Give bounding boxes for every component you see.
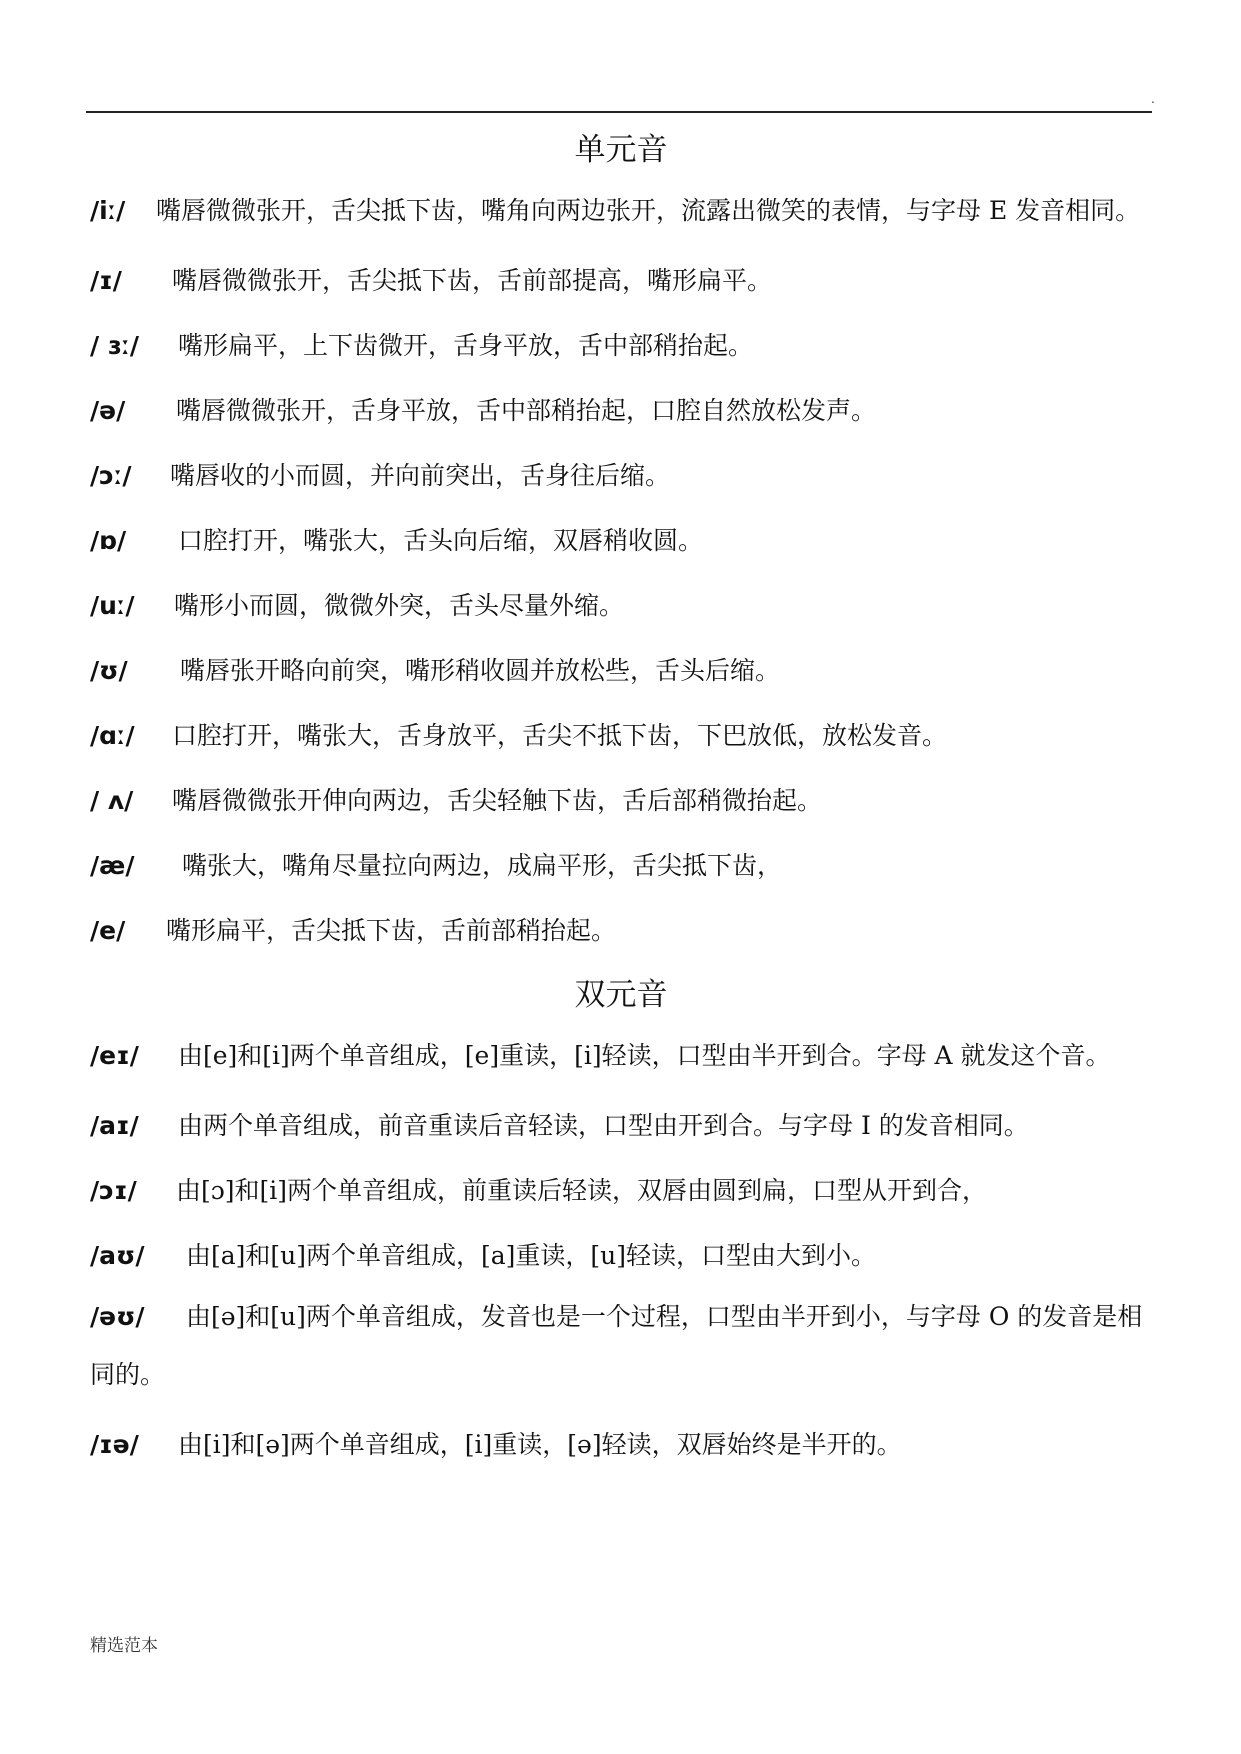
- phoneme-entry: [90, 768, 1152, 833]
- phoneme-entry: [90, 378, 1152, 443]
- document-body: [90, 118, 1152, 1477]
- phoneme-entry: [90, 573, 1152, 638]
- phoneme-description: 嘴唇微微张开伸向两边，舌尖轻触下齿，舌后部稍微抬起。: [172, 786, 823, 815]
- phoneme-entry: [90, 443, 1152, 508]
- phoneme-symbol: /ɒ/: [90, 526, 127, 555]
- phoneme-symbol: /ɔː/: [90, 461, 132, 490]
- phoneme-symbol: /ɪə/: [90, 1430, 139, 1459]
- corner-mark: .: [1151, 92, 1155, 106]
- phoneme-entry: [90, 1027, 1152, 1085]
- phoneme-symbol: /æ/: [90, 851, 135, 880]
- phoneme-entry: [90, 182, 1152, 240]
- footer-note: 精选范本: [90, 1636, 158, 1656]
- phoneme-symbol: /e/: [90, 916, 126, 945]
- phoneme-description: 嘴唇微微张开，舌身平放，舌中部稍抬起，口腔自然放松发声。: [176, 396, 877, 425]
- phoneme-description: 嘴唇微微张开，舌尖抵下齿，舌前部提高，嘴形扁平。: [172, 266, 773, 295]
- phoneme-description: 由[i]和[ə]两个单音组成，[i]重读，[ə]轻读，双唇始终是半开的。: [178, 1430, 902, 1459]
- phoneme-description: 口腔打开，嘴张大，舌头向后缩，双唇稍收圆。: [178, 526, 704, 555]
- phoneme-description: 口腔打开，嘴张大，舌身放平，舌尖不抵下齿，下巴放低，放松发音。: [172, 721, 948, 750]
- phoneme-symbol: /əʊ/: [90, 1302, 145, 1331]
- phoneme-entry: [90, 1412, 1152, 1477]
- phoneme-description: 嘴形扁平，舌尖抵下齿，舌前部稍抬起。: [166, 916, 617, 945]
- phoneme-description: 由[ɔ]和[i]两个单音组成，前重读后轻读，双唇由圆到扁，口型从开到合，: [176, 1176, 988, 1205]
- phoneme-entry: [90, 313, 1152, 378]
- header-rule: [86, 111, 1152, 113]
- phoneme-description: 嘴形扁平，上下齿微开，舌身平放，舌中部稍抬起。: [178, 331, 754, 360]
- phoneme-symbol: /uː/: [90, 591, 135, 620]
- phoneme-symbol: /ə/: [90, 396, 126, 425]
- section-title-monophthongs: 单元音: [574, 132, 668, 168]
- phoneme-description: 嘴形小而圆，微微外突，舌头尽量外缩。: [174, 591, 625, 620]
- section-title-diphthongs: 双元音: [574, 977, 668, 1013]
- phoneme-description: 由[a]和[u]两个单音组成，[a]重读，[u]轻读，口型由大到小。: [186, 1241, 877, 1270]
- phoneme-entry: [90, 1288, 1152, 1404]
- phoneme-symbol: / ɜː/: [90, 331, 140, 360]
- phoneme-description: 嘴唇收的小而圆，并向前突出，舌身往后缩。: [170, 461, 671, 490]
- phoneme-description: 嘴唇张开略向前突，嘴形稍收圆并放松些，舌头后缩。: [180, 656, 781, 685]
- phoneme-symbol: /ɪ/: [90, 266, 122, 295]
- phoneme-entry: [90, 898, 1152, 963]
- phoneme-symbol: / ʌ/: [90, 786, 134, 815]
- phoneme-entry: [90, 833, 1152, 898]
- phoneme-symbol: /ʊ/: [90, 656, 128, 685]
- phoneme-description: 由[ə]和[u]两个单音组成，发音也是一个过程，口型由半开到小，与字母 O 的发音是相同的。: [90, 1302, 1143, 1389]
- phoneme-symbol: /ɑː/: [90, 721, 135, 750]
- phoneme-symbol: /aʊ/: [90, 1241, 145, 1270]
- phoneme-symbol: /eɪ/: [90, 1041, 139, 1070]
- phoneme-entry: [90, 248, 1152, 313]
- phoneme-description: 嘴张大，嘴角尽量拉向两边，成扁平形，舌尖抵下齿，: [182, 851, 783, 880]
- phoneme-entry: [90, 508, 1152, 573]
- phoneme-symbol: /iː/: [90, 196, 126, 225]
- phoneme-symbol: /ɔɪ/: [90, 1176, 137, 1205]
- phoneme-entry: [90, 703, 1152, 768]
- phoneme-description: 由两个单音组成，前音重读后音轻读，口型由开到合。与字母 I 的发音相同。: [178, 1111, 1029, 1140]
- phoneme-description: 由[e]和[i]两个单音组成，[e]重读，[i]轻读，口型由半开到合。字母 A 就发这个音。: [178, 1041, 1111, 1070]
- phoneme-description: 嘴唇微微张开，舌尖抵下齿，嘴角向两边张开，流露出微笑的表情，与字母 E 发音相同。: [156, 196, 1141, 225]
- phoneme-entry: [90, 1093, 1152, 1158]
- phoneme-entry: [90, 638, 1152, 703]
- phoneme-symbol: /aɪ/: [90, 1111, 139, 1140]
- phoneme-entry: [90, 1223, 1152, 1288]
- phoneme-entry: [90, 1158, 1152, 1223]
